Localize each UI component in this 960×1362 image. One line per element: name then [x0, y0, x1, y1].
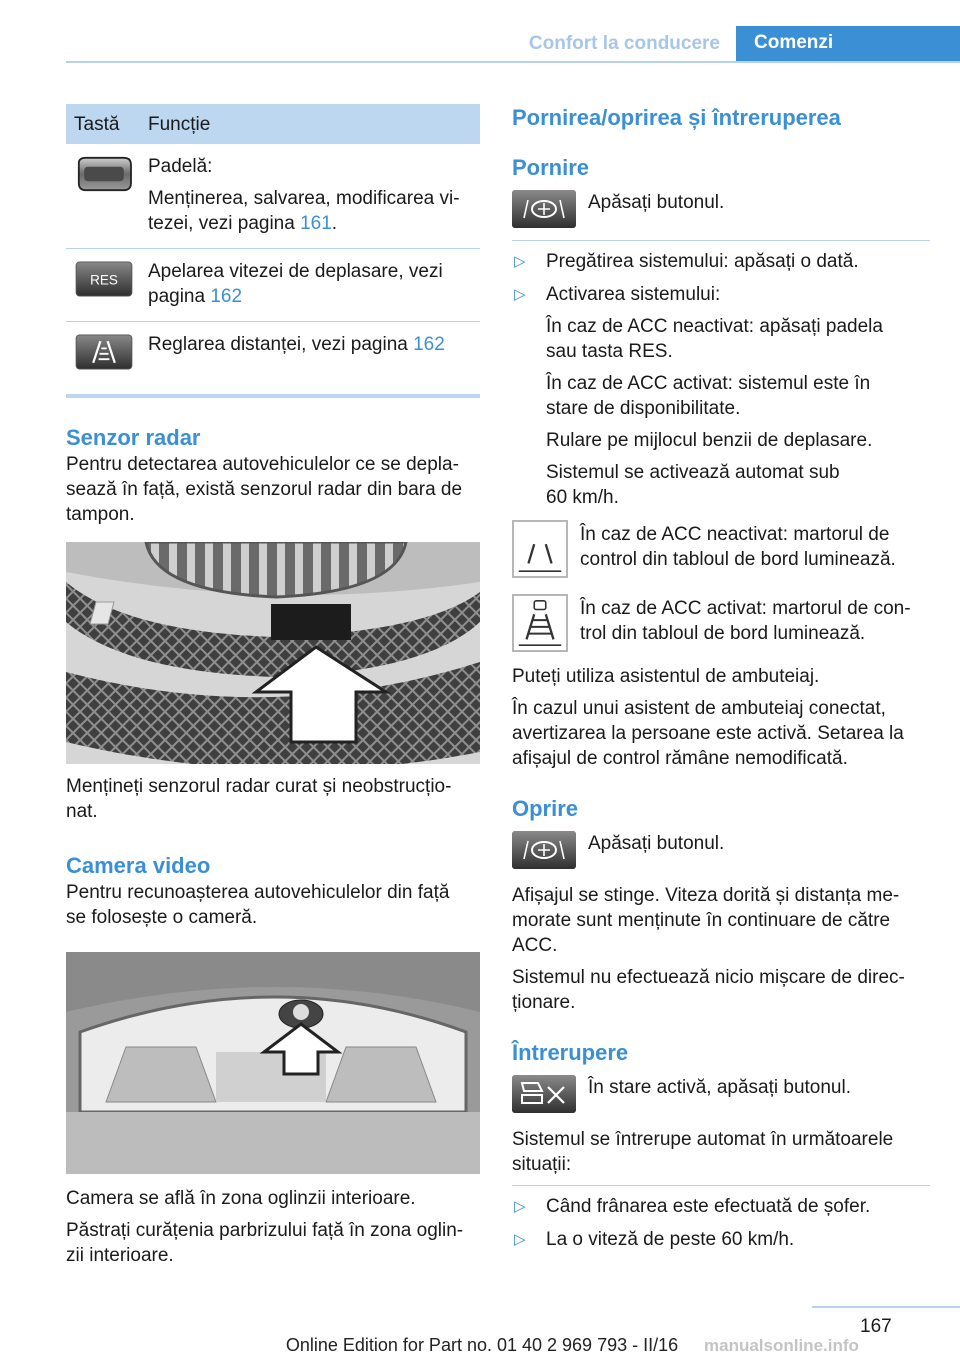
footer-edition: Online Edition for Part no. 01 40 2 969 793 - II/16 [285, 1335, 679, 1355]
radar-text: Pentru detectarea autovehiculelor ce se depla- sează în față, există senzorul radar din bara de tampon. [66, 454, 463, 525]
list-item: ▷ La o viteză de peste 60 km/h. [514, 1229, 795, 1250]
page-link-161[interactable]: 161 [300, 213, 332, 234]
stop-subtitle: Oprire [512, 796, 579, 821]
camera-title: Camera video [66, 853, 211, 878]
stop-button-row [512, 831, 930, 869]
paddle-icon [72, 156, 136, 192]
res-icon-text: RES [90, 272, 118, 288]
camera-location-text: Camera se află în zona oglinzii interioare. [66, 1188, 416, 1209]
stop-steering-text: Sistemul nu efectuează nicio mișcare de direc- ționare. [512, 967, 905, 1013]
start-subtitle: Pornire [512, 155, 590, 180]
traffic-assist-text: Puteți utiliza asistentul de ambuteiaj. [512, 666, 820, 687]
interrupt-press-text: În stare activă, apăsați butonul. [588, 1077, 851, 1098]
paddle-label: Padelă: [148, 156, 213, 177]
table-row: Padelă: Menținerea, salvarea, modificarea vi- tezei, vezi pagina 161. [66, 144, 480, 249]
page-number: 167 [860, 1316, 892, 1337]
camera-text: Pentru recunoașterea autovehiculelor din față se folosește o cameră. [66, 882, 450, 928]
interrupt-button-row [512, 1075, 930, 1113]
table-row: RES Apelarea vitezei de deplasare, vezi pagina 162 [66, 249, 480, 322]
lamp-inactive-row: În caz de ACC neactivat: martorul de control din tabloul de bord luminează. [512, 520, 930, 578]
divider [512, 1185, 930, 1186]
stop-press-text: Apăsați butonul. [588, 833, 725, 854]
table-header-row [66, 104, 480, 144]
main-title: Pornirea/oprirea și întreruperea [512, 105, 841, 130]
triangle-bullet-icon: ▷ [514, 1231, 526, 1248]
table-header-function: Funcție [140, 104, 480, 144]
start-bullet-list [512, 249, 930, 510]
header-section-title: Confort la conducere [528, 33, 720, 54]
table-row: Reglarea distanței, vezi pagina 162 [66, 322, 480, 383]
camera-clean-text: Păstrați curățenia parbrizului față în zona oglin- zii interioare. [66, 1220, 464, 1266]
interrupt-text: Sistemul se întrerupe automat în următoarele situații: [512, 1129, 894, 1175]
res-icon [72, 261, 136, 297]
radar-after-text: Mențineți senzorul radar curat și neobstrucțio- nat. [66, 776, 452, 822]
stop-text: Afișajul se stinge. Viteza dorită și distanța me- morate sunt menținute în continuare de către ACC. [512, 885, 900, 956]
table-bottom-rule [66, 394, 480, 398]
acc-button-icon [512, 190, 576, 228]
distance-icon [72, 334, 136, 370]
triangle-bullet-icon: ▷ [514, 253, 526, 270]
right-column [512, 104, 930, 1252]
divider [512, 240, 930, 241]
header-rule [66, 61, 960, 63]
interrupt-subtitle: Întrerupere [512, 1040, 629, 1065]
interrupt-bullet-list [512, 1194, 930, 1252]
triangle-bullet-icon: ▷ [514, 286, 526, 303]
lamp-active-row: În caz de ACC activat: martorul de con- trol din tabloul de bord luminează. [512, 594, 930, 652]
triangle-bullet-icon: ▷ [514, 1198, 526, 1215]
list-item: ▷ Activarea sistemului: În caz de ACC neactivat: apăsați padela sau tasta RES. În caz de ACC activat: sistemul este în stare de disponibilitate. Rulare pe mijlocul benzii de deplasare. Sistemul se activează automat sub 60 km/h. [514, 284, 883, 508]
traffic-assist-note: În cazul unui asistent de ambuteiaj conectat, avertizarea la persoane este activă. Setarea la afișajul de control rămâne nemodificată. [512, 698, 904, 769]
key-function-table [66, 104, 480, 382]
camera-photo [66, 952, 480, 1174]
header-chapter-tab: Comenzi [736, 26, 960, 62]
acc-inactive-indicator-icon [512, 520, 568, 578]
radar-title: Senzor radar [66, 425, 201, 450]
radar-photo [66, 542, 480, 764]
page-link-162[interactable]: 162 [210, 286, 243, 307]
acc-interrupt-button-icon [512, 1075, 576, 1113]
left-column [66, 104, 480, 1268]
watermark: manualsonline.info [704, 1336, 859, 1355]
acc-active-indicator-icon [512, 594, 568, 652]
list-item: ▷ Când frânarea este efectuată de șofer. [514, 1196, 871, 1217]
footer-rule [812, 1306, 960, 1308]
table-header-key: Tastă [66, 104, 140, 144]
start-button-row [512, 190, 930, 228]
start-press-text: Apăsați butonul. [588, 192, 725, 213]
page-link-162b[interactable]: 162 [413, 334, 445, 355]
acc-button-icon [512, 831, 576, 869]
list-item: ▷ Pregătirea sistemului: apăsați o dată. [514, 251, 859, 272]
